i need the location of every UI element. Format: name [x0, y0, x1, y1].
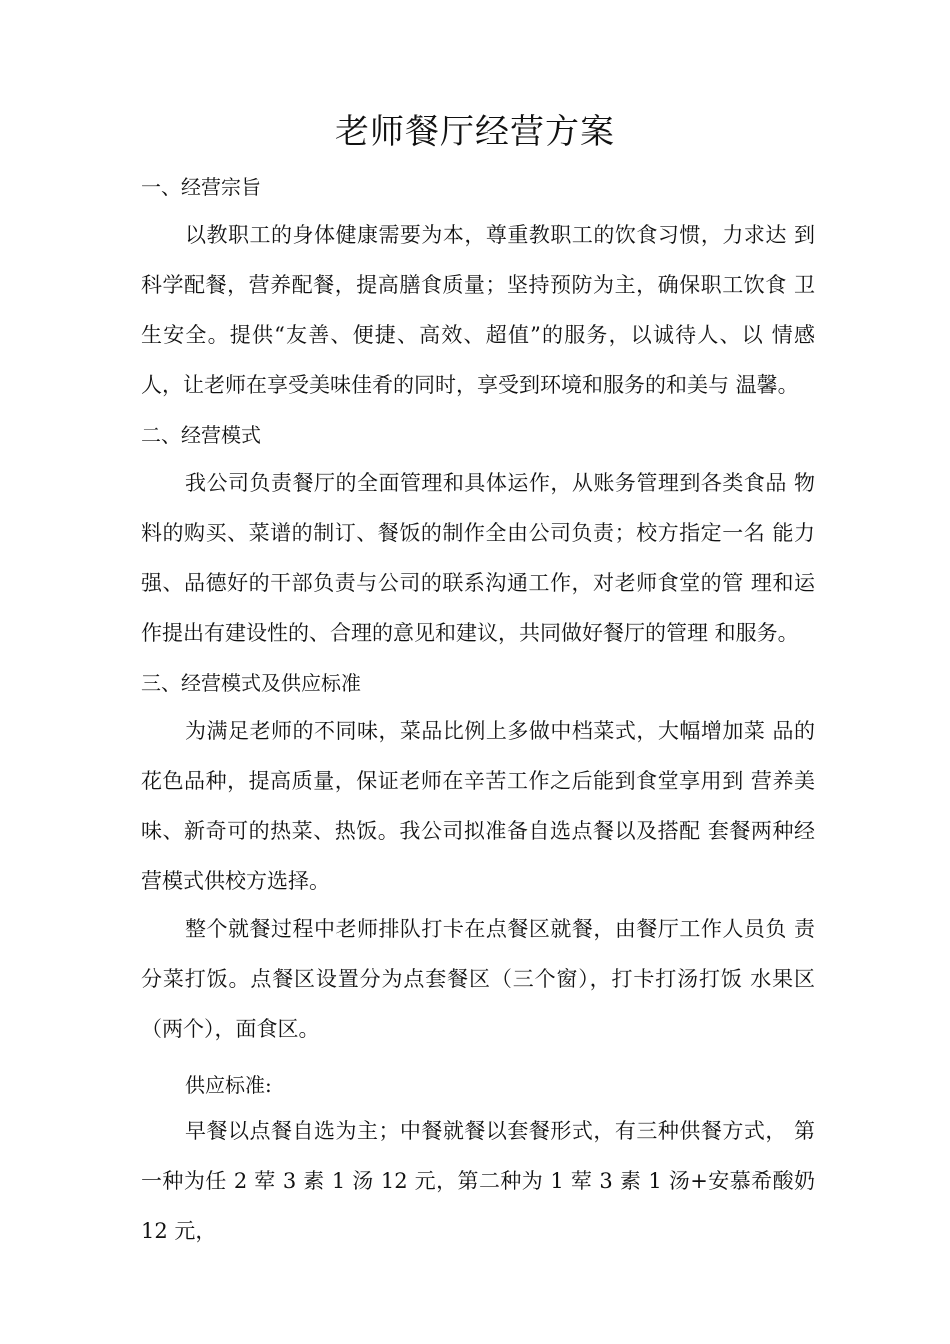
paragraph-mode: 我公司负责餐厅的全面管理和具体运作，从账务管理到各类食品 物料的购买、菜谱的制订、餐饭的制作全由公司负责；校方指定一名 能力强、品德好的干部负责与公司的联系沟通工作，对老师食堂的管 理和运作提出有建设性的、合理的意见和建议，共同做好餐厅的管理 和服务。: [141, 471, 815, 645]
paragraph-menu: 为满足老师的不同味，菜品比例上多做中档菜式，大幅增加菜 品的花色品种，提高质量，保证老师在辛苦工作之后能到食堂享用到 营养美味、新奇可的热菜、热饭。我公司拟准备自选点餐以及搭配 套餐两种经营模式供校方选择。: [141, 719, 815, 893]
section-heading-mode: 二、经营模式: [141, 423, 261, 447]
document-title: 老师餐厅经营方案: [335, 112, 615, 152]
paragraph-supply: 早餐以点餐自选为主；中餐就餐以套餐形式，有三种供餐方式， 第一种为任 2 荤 3 素 1 汤 12 元，第二种为 1 荤 3 素 1 汤+安慕希酸奶 12 元，: [141, 1119, 815, 1243]
section-heading-standards: 三、经营模式及供应标准: [141, 671, 361, 695]
section-heading-purpose: 一、经营宗旨: [141, 175, 261, 199]
supply-standard-label: 供应标准:: [185, 1073, 272, 1097]
paragraph-purpose: 以教职工的身体健康需要为本，尊重教职工的饮食习惯，力求达 到科学配餐，营养配餐，提高膳食质量；坚持预防为主，确保职工饮食 卫生安全。提供“友善、便捷、高效、超值”的服务，以诚待人、以 情感人，让老师在享受美味佳肴的同时，享受到环境和服务的和美与 温馨。: [141, 223, 815, 397]
paragraph-process: 整个就餐过程中老师排队打卡在点餐区就餐，由餐厅工作人员负 责分菜打饭。点餐区设置分为点套餐区（三个窗），打卡打汤打饭 水果区（两个），面食区。: [141, 917, 815, 1041]
